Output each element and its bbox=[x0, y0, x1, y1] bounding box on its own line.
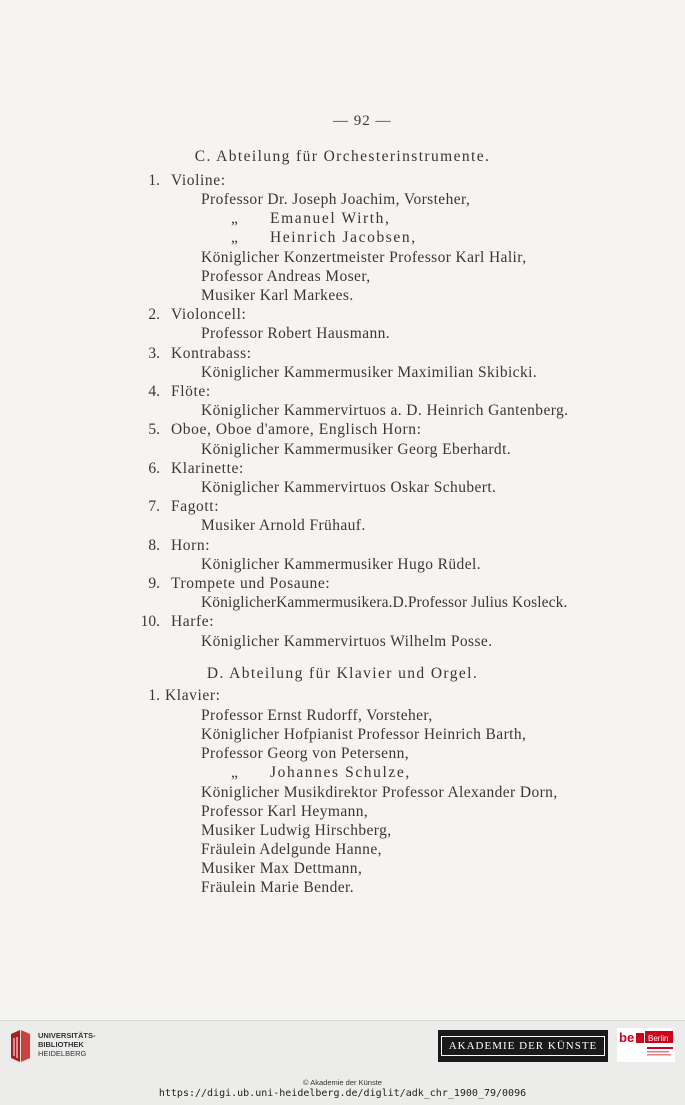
item-number: 8. bbox=[148, 537, 160, 554]
item-number: 7. bbox=[148, 498, 160, 515]
category-kontrabass: Kontrabass: bbox=[171, 345, 252, 362]
akademie-label: AKADEMIE DER KÜNSTE bbox=[441, 1036, 606, 1056]
member-entry: Musiker Max Dettmann, bbox=[201, 860, 363, 877]
member-entry: Königlicher Konzertmeister Professor Karl Halir, bbox=[201, 249, 527, 266]
member-entry: Königlicher Kammermusiker Hugo Rüdel. bbox=[201, 556, 481, 573]
library-name-line: BIBLIOTHEK bbox=[38, 1040, 84, 1049]
university-library-logo-icon[interactable] bbox=[8, 1028, 32, 1064]
page-number: — 92 — bbox=[333, 113, 392, 129]
member-entry: Königlicher Hofpianist Professor Heinrich Barth, bbox=[201, 726, 527, 743]
item-number: 1. bbox=[148, 687, 160, 704]
category-oboe: Oboe, Oboe d'amore, Englisch Horn: bbox=[171, 421, 422, 438]
member-entry: Königlicher Kammervirtuos Oskar Schubert. bbox=[201, 479, 497, 496]
library-name-line: HEIDELBERG bbox=[38, 1049, 87, 1058]
category-trompete: Trompete und Posaune: bbox=[171, 575, 331, 592]
member-entry: Fräulein Adelgunde Hanne, bbox=[201, 841, 382, 858]
member-entry: Königlicher Kammermusiker Georg Eberhardt. bbox=[201, 441, 512, 458]
category-harfe: Harfe: bbox=[171, 613, 215, 630]
category-klarinette: Klarinette: bbox=[171, 460, 244, 477]
berlin-logo-icon[interactable] bbox=[617, 1028, 675, 1062]
member-entry: Professor Karl Heymann, bbox=[201, 803, 369, 820]
category-violine: Violine: bbox=[171, 172, 226, 189]
item-number: 9. bbox=[148, 575, 160, 592]
item-number: 2. bbox=[148, 306, 160, 323]
document-url-link[interactable]: https://digi.ub.uni-heidelberg.de/diglit/adk_chr_1900_79/0096 bbox=[158, 1088, 527, 1099]
item-number: 3. bbox=[148, 345, 160, 362]
member-entry: Königlicher Kammervirtuos a. D. Heinrich Gantenberg. bbox=[201, 402, 569, 419]
member-entry: Professor Robert Hausmann. bbox=[201, 325, 391, 342]
item-number: 1. bbox=[148, 172, 160, 189]
library-name-line: UNIVERSITÄTS- bbox=[38, 1031, 96, 1040]
member-entry: Heinrich Jacobsen, bbox=[270, 229, 417, 246]
member-entry: Fräulein Marie Bender. bbox=[201, 879, 354, 896]
member-entry: Musiker Karl Markees. bbox=[201, 287, 354, 304]
member-entry: Professor Georg von Petersenn, bbox=[201, 745, 410, 762]
category-floete: Flöte: bbox=[171, 383, 211, 400]
member-entry: Königlicher Kammermusiker Maximilian Skibicki. bbox=[201, 364, 538, 381]
section-d-heading: D. Abteilung für Klavier und Orgel. bbox=[206, 665, 479, 682]
member-entry: Professor Andreas Moser, bbox=[201, 268, 371, 285]
category-fagott: Fagott: bbox=[171, 498, 220, 515]
member-entry: Professor Dr. Joseph Joachim, Vorsteher, bbox=[201, 191, 471, 208]
svg-text:be: be bbox=[619, 1030, 635, 1045]
item-number: 5. bbox=[148, 421, 160, 438]
member-entry: Emanuel Wirth, bbox=[270, 210, 391, 227]
member-entry: KöniglicherKammermusikera.D.Professor Julius Kosleck. bbox=[201, 594, 568, 611]
ditto-mark: „ bbox=[231, 764, 239, 781]
section-c-heading: C. Abteilung für Orchesterinstrumente. bbox=[194, 148, 491, 165]
ditto-mark: „ bbox=[231, 229, 239, 246]
university-library-name[interactable] bbox=[38, 1031, 96, 1058]
member-entry: Professor Ernst Rudorff, Vorsteher, bbox=[201, 707, 433, 724]
item-number: 10. bbox=[140, 613, 160, 630]
akademie-logo[interactable] bbox=[438, 1030, 608, 1062]
svg-text:Berlin: Berlin bbox=[648, 1034, 669, 1043]
category-klavier: Klavier: bbox=[165, 687, 221, 704]
member-entry: Musiker Arnold Frühauf. bbox=[201, 517, 366, 534]
copyright-notice: © Akademie der Künste bbox=[303, 1078, 382, 1087]
item-number: 4. bbox=[148, 383, 160, 400]
member-entry: Musiker Ludwig Hirschberg, bbox=[201, 822, 392, 839]
member-entry: Königlicher Musikdirektor Professor Alexander Dorn, bbox=[201, 784, 558, 801]
category-violoncell: Violoncell: bbox=[171, 306, 247, 323]
member-entry: Königlicher Kammervirtuos Wilhelm Posse. bbox=[201, 633, 493, 650]
item-number: 6. bbox=[148, 460, 160, 477]
member-entry: Johannes Schulze, bbox=[270, 764, 411, 781]
category-horn: Horn: bbox=[171, 537, 211, 554]
ditto-mark: „ bbox=[231, 210, 239, 227]
